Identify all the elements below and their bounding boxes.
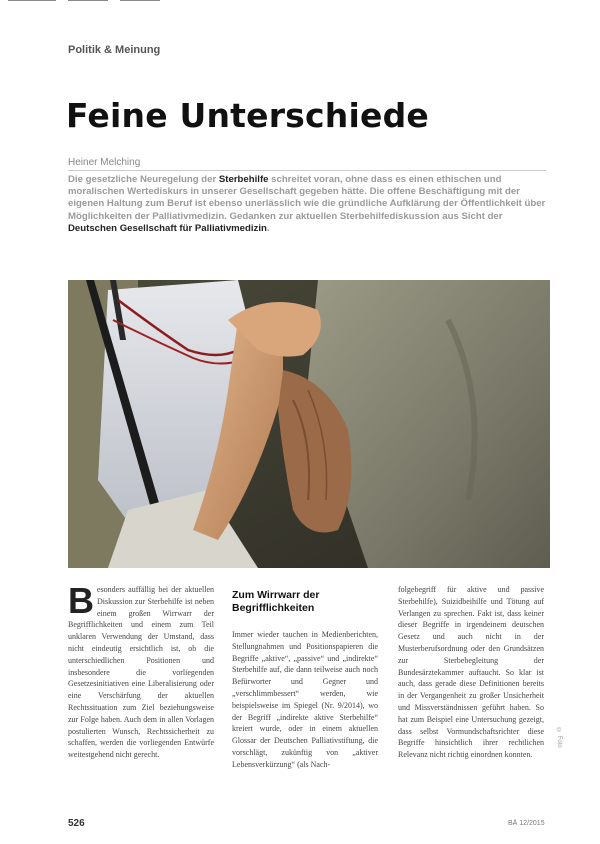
photo-credit: © Foto bbox=[556, 728, 562, 748]
author-name: Heiner Melching bbox=[68, 157, 546, 171]
photo-hands-bed-icon bbox=[68, 280, 550, 568]
body-column-3 bbox=[398, 584, 544, 761]
lead-highlight-dgp: Deutschen Gesellschaft für Palliativmedizin bbox=[68, 222, 267, 234]
body-column-1-text: esonders auffällig bei der aktuellen Diskussion zur Sterbehilfe ist neben einem großen Wirrwarr der Begrifflichkeiten und einem zum Teil unklaren Verwendung der Umstand, dass nicht eindeutig ersichtlich ist, ob die unterschiedlichen Positionen und insbesondere die vorliegenden Gesetzesinitiativen eine Liberalisierung oder eine Verschärfung der aktuellen Rechtssituation zum Ziel beziehungsweise zur Folge haben. Auch dem in allen Vorlagen postulierten Wunsch, Rechtssicherheit zu schaffen, werden die vorliegenden Entwürfe weitestgehend nicht gerecht. bbox=[68, 585, 214, 760]
article-title: Feine Unterschiede bbox=[66, 96, 429, 135]
article-photo bbox=[68, 280, 550, 568]
lead-text-2: schreitet voran, ohne dass es einen ethischen und moralischen Wertediskurs in unserer Gesellschaft gegeben hätte. Die offene Beschäftigung mit der eigenen Haltung zum Beruf ist ebenso unerlässlich wie die gründliche Aufklärung der Öffentlichkeit über Möglichkeiten der Palliativmedizin. Gedanken zur aktuellen Sterbehilfediskussion aus Sicht der bbox=[68, 174, 546, 222]
lead-text-3: . bbox=[266, 222, 270, 234]
section-label: Politik & Meinung bbox=[68, 44, 161, 56]
subheading: Zum Wirrwarr der Begrifflichkeiten bbox=[232, 589, 320, 614]
issue-label: BÄ 12/2015 bbox=[508, 820, 545, 827]
page-number: 526 bbox=[68, 818, 85, 829]
body-column-3-text: folgebegriff für aktive und passive Sterbehilfe), Suizidbeihilfe und Tötung auf Verlangen zu sprechen. Fakt ist, dass keiner dieser Begriffe in irgendeinem deutschen Gesetz und auch nicht in der Musterberufsordnung oder den Grundsätzen zur Sterbebegleitung der Bundesärztekammer auftaucht. So klar ist auch, dass gerade diese Definitionen bereits in der Vergangenheit zu großer Unsicherheit und Missverständnissen geführt haben. So hat zum Beispiel eine Untersuchung gezeigt, dass selbst Vormundschaftsrichter diese Begriffe hinsichtlich ihrer rechtlichen Relevanz nicht richtig einordnen konnten. bbox=[398, 585, 544, 760]
body-column-2 bbox=[232, 584, 378, 771]
body-column-1 bbox=[68, 580, 214, 761]
lead-paragraph bbox=[68, 174, 546, 235]
lead-highlight-sterbehilfe: Sterbehilfe bbox=[218, 174, 269, 185]
body-column-2-text: Immer wieder tauchen in Medienberichten, Stellungnahmen und Positionspapieren die Begriffe „aktive“, „passive“ und „indirekte“ Sterbehilfe auf, die dann teilweise auch noch Befürworter und Gegner und „verschlimmbessert“ werden, wie beispielsweise im Spiegel (Nr. 9/2014), wo der Begriff „indirekte aktive Sterbehilfe“ kreiert wurde, oder in einem aktuellen Glossar der Deutschen Palliativstiftung, die vorschlägt, zukünftig von „aktiver Lebensverkürzung“ (als Nach- bbox=[232, 630, 378, 769]
lead-text-1: Die gesetzliche Neuregelung der bbox=[68, 174, 219, 185]
dropcap: B bbox=[68, 580, 94, 621]
top-rule bbox=[0, 0, 600, 3]
